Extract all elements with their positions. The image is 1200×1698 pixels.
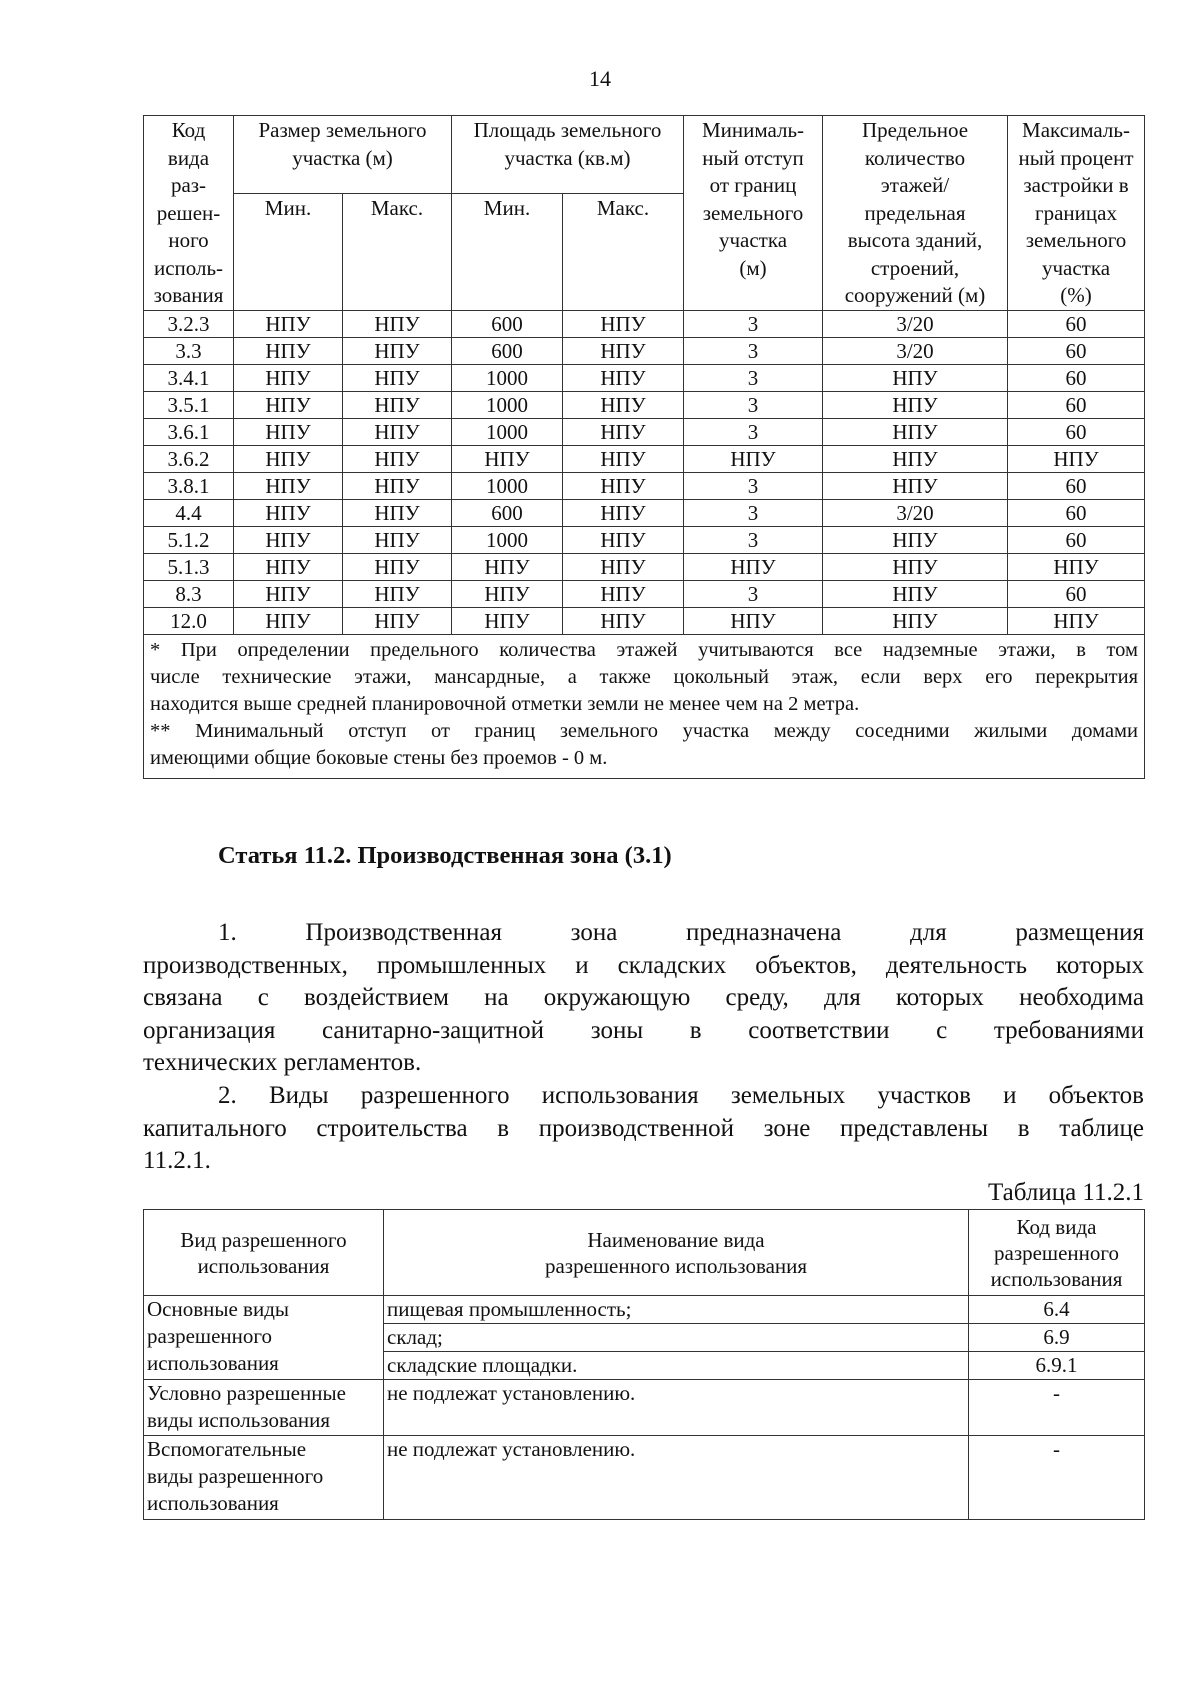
group-conditional-uses: Условно разрешенные виды использования <box>144 1380 384 1436</box>
table-cell: 1000 <box>452 418 563 445</box>
table-cell: НПУ <box>234 418 343 445</box>
table-cell: 8.3 <box>144 580 234 607</box>
table-cell: НПУ <box>684 553 823 580</box>
table-cell: 600 <box>452 337 563 364</box>
note-line: ** Минимальный отступ от границ земельного участка между соседними жилыми домами <box>150 719 1138 742</box>
table-cell: НПУ <box>343 364 452 391</box>
table-cell: НПУ <box>343 526 452 553</box>
table-cell: 3 <box>684 337 823 364</box>
table-cell: НПУ <box>563 418 684 445</box>
table-cell: НПУ <box>823 472 1008 499</box>
table-cell: НПУ <box>1008 607 1145 634</box>
table-row <box>144 418 1145 445</box>
table-cell: НПУ <box>563 310 684 337</box>
table-cell: НПУ <box>343 391 452 418</box>
table-cell: 3 <box>684 310 823 337</box>
table-cell: НПУ <box>563 364 684 391</box>
paragraph-line: технических регламентов. <box>143 1049 422 1076</box>
table-cell: НПУ <box>234 391 343 418</box>
paragraph-2 <box>143 1080 1144 1178</box>
header-use-name: Наименование вида разрешенного использования <box>384 1210 969 1296</box>
table-cell: НПУ <box>343 580 452 607</box>
table-cell: 3/20 <box>823 310 1008 337</box>
table-cell: НПУ <box>234 580 343 607</box>
header-plot-size: Размер земельного участка (м) <box>234 116 452 194</box>
use-code: 6.9.1 <box>969 1352 1145 1380</box>
use-name: склад; <box>384 1324 969 1352</box>
note-line: числе технические этажи, мансардные, а также цокольный этаж, если верх его перекрытия <box>150 665 1138 688</box>
page-number: 14 <box>589 66 611 91</box>
table-cell: 3.5.1 <box>144 391 234 418</box>
table-cell: НПУ <box>684 445 823 472</box>
table-cell: 3.6.2 <box>144 445 234 472</box>
header-plot-area: Площадь земельного участка (кв.м) <box>452 116 684 194</box>
table-cell: НПУ <box>234 553 343 580</box>
table-cell: 60 <box>1008 391 1145 418</box>
header-use-code: Код вида разрешенного использования <box>969 1210 1145 1296</box>
table-row <box>144 607 1145 634</box>
group-main-uses: Основные виды разрешенного использования <box>144 1296 384 1380</box>
table-cell: 3 <box>684 364 823 391</box>
table-cell: 60 <box>1008 472 1145 499</box>
table-cell: 5.1.3 <box>144 553 234 580</box>
paragraph-line: 2. Виды разрешенного использования земельных участков и объектов <box>218 1082 1144 1109</box>
table-cell: 5.1.2 <box>144 526 234 553</box>
table-cell: 3 <box>684 391 823 418</box>
use-name: не подлежат установлению. <box>384 1380 969 1436</box>
table-cell: НПУ <box>563 526 684 553</box>
table-cell: НПУ <box>343 607 452 634</box>
header-size-min: Мин. <box>234 194 343 311</box>
table-cell: 60 <box>1008 418 1145 445</box>
note-line: имеющими общие боковые стены без проемов - 0 м. <box>150 746 608 769</box>
use-code: - <box>969 1436 1145 1520</box>
table-cell: НПУ <box>823 364 1008 391</box>
use-name: складские площадки. <box>384 1352 969 1380</box>
table-cell: 60 <box>1008 499 1145 526</box>
table-cell: НПУ <box>1008 553 1145 580</box>
table-cell: НПУ <box>452 607 563 634</box>
table-caption: Таблица 11.2.1 <box>988 1179 1144 1206</box>
table-cell: 60 <box>1008 526 1145 553</box>
paragraph-line: капитального строительства в производственной зоне представлены в таблице <box>143 1114 1144 1142</box>
table-cell: НПУ <box>343 472 452 499</box>
table-cell: 1000 <box>452 364 563 391</box>
table-cell: НПУ <box>234 499 343 526</box>
table-row <box>144 580 1145 607</box>
table-cell: 4.4 <box>144 499 234 526</box>
permitted-uses-table <box>143 1209 1145 1520</box>
table-cell: 12.0 <box>144 607 234 634</box>
table-row <box>144 499 1145 526</box>
table-cell: 1000 <box>452 526 563 553</box>
use-code: - <box>969 1380 1145 1436</box>
table-cell: НПУ <box>823 445 1008 472</box>
table-cell: НПУ <box>343 418 452 445</box>
header-max-coverage: Максималь- ный процент застройки в границах земельного участка (%) <box>1008 116 1145 311</box>
paragraph-line: 11.2.1. <box>143 1147 211 1174</box>
table-cell: 60 <box>1008 580 1145 607</box>
table-cell: 3/20 <box>823 337 1008 364</box>
table-cell: 3.6.1 <box>144 418 234 445</box>
table-cell: 3.3 <box>144 337 234 364</box>
table-row <box>144 526 1145 553</box>
table-cell: НПУ <box>823 526 1008 553</box>
table-cell: 3 <box>684 418 823 445</box>
table-cell: НПУ <box>684 607 823 634</box>
table-cell: НПУ <box>234 526 343 553</box>
table-cell: 3.4.1 <box>144 364 234 391</box>
paragraph-line: производственных, промышленных и складских объектов, деятельность которых <box>143 951 1144 979</box>
table-cell: НПУ <box>343 337 452 364</box>
table-cell: НПУ <box>563 472 684 499</box>
table-cell: НПУ <box>452 580 563 607</box>
table-cell: НПУ <box>563 499 684 526</box>
table-row <box>144 553 1145 580</box>
header-min-setback: Минималь- ный отступ от границ земельного участка (м) <box>684 116 823 311</box>
table-cell: 1000 <box>452 391 563 418</box>
header-area-min: Мин. <box>452 194 563 311</box>
table-cell: НПУ <box>563 607 684 634</box>
table-cell: НПУ <box>343 499 452 526</box>
table-row <box>144 445 1145 472</box>
table-cell: НПУ <box>234 364 343 391</box>
table-cell: НПУ <box>1008 445 1145 472</box>
table-cell: НПУ <box>234 607 343 634</box>
table-cell: 60 <box>1008 337 1145 364</box>
table-cell: НПУ <box>234 472 343 499</box>
header-use-kind: Вид разрешенного использования <box>144 1210 384 1296</box>
paragraph-line: связана с воздействием на окружающую среду, для которых необходима <box>143 984 1144 1011</box>
table-row <box>144 364 1145 391</box>
table-cell: НПУ <box>823 553 1008 580</box>
use-name: не подлежат установлению. <box>384 1436 969 1520</box>
table-row <box>144 310 1145 337</box>
paragraph-line: 1. Производственная зона предназначена для размещения <box>218 919 1144 946</box>
header-code: Код вида раз- решен- ного исполь- зования <box>144 116 234 311</box>
table-cell: НПУ <box>452 553 563 580</box>
note-line: находится выше средней планировочной отметки земли не менее чем на 2 метра. <box>150 692 860 715</box>
table-cell: 600 <box>452 310 563 337</box>
table-cell: НПУ <box>452 445 563 472</box>
table-cell: 3 <box>684 472 823 499</box>
land-parameters-table <box>143 115 1145 779</box>
table-row <box>144 391 1145 418</box>
table-cell: НПУ <box>563 553 684 580</box>
table-cell: НПУ <box>563 337 684 364</box>
table-cell: НПУ <box>234 337 343 364</box>
table-cell: 3.2.3 <box>144 310 234 337</box>
header-max-floors: Предельное количество этажей/ предельная высота зданий, строений, сооружений (м) <box>823 116 1008 311</box>
paragraph-1 <box>143 917 1144 1080</box>
use-code: 6.9 <box>969 1324 1145 1352</box>
table-cell: 3 <box>684 499 823 526</box>
table-cell: НПУ <box>563 391 684 418</box>
table-cell: НПУ <box>563 580 684 607</box>
group-auxiliary-uses: Вспомогательные виды разрешенного использования <box>144 1436 384 1520</box>
table-cell: НПУ <box>343 310 452 337</box>
header-size-max: Макс. <box>343 194 452 311</box>
table-cell: НПУ <box>234 445 343 472</box>
table-cell: 60 <box>1008 364 1145 391</box>
table-cell: НПУ <box>343 445 452 472</box>
table-cell: НПУ <box>823 418 1008 445</box>
table-cell: 600 <box>452 499 563 526</box>
table-cell: НПУ <box>823 607 1008 634</box>
table-cell: НПУ <box>563 445 684 472</box>
table-notes <box>144 634 1145 778</box>
table-cell: НПУ <box>823 391 1008 418</box>
article-title: Статья 11.2. Производственная зона (3.1) <box>218 842 672 869</box>
land-parameters-rows <box>144 310 1145 634</box>
table-cell: 3.8.1 <box>144 472 234 499</box>
use-name: пищевая промышленность; <box>384 1296 969 1324</box>
table-cell: 3 <box>684 526 823 553</box>
table-cell: НПУ <box>343 553 452 580</box>
table-row <box>144 337 1145 364</box>
paragraph-line: организация санитарно-защитной зоны в соответствии с требованиями <box>143 1016 1144 1044</box>
table-cell: 60 <box>1008 310 1145 337</box>
table-cell: НПУ <box>823 580 1008 607</box>
table-cell: 3/20 <box>823 499 1008 526</box>
table-cell: НПУ <box>234 310 343 337</box>
table-cell: 1000 <box>452 472 563 499</box>
note-line: * При определении предельного количества этажей учитываются все надземные этажи, в том <box>150 638 1138 661</box>
header-area-max: Макс. <box>563 194 684 311</box>
use-code: 6.4 <box>969 1296 1145 1324</box>
table-row <box>144 472 1145 499</box>
table-cell: 3 <box>684 580 823 607</box>
